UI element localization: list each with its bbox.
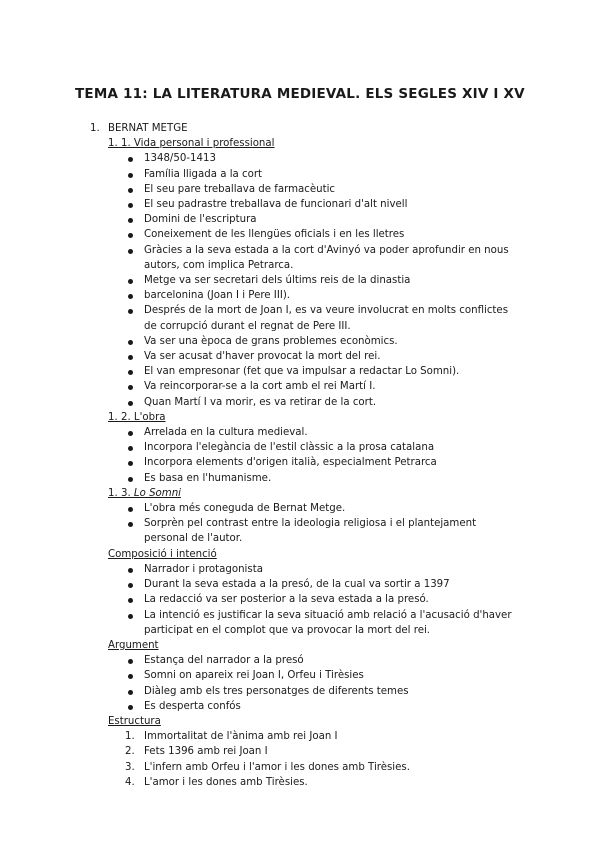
list-item: La redacció va ser posterior a la seva estada a la presó.	[0, 592, 520, 607]
list-item: El seu pare treballava de farmacèutic	[0, 182, 520, 197]
item-number: 2.	[125, 746, 135, 758]
list-item: Durant la seva estada a la presó, de la cual va sortir a 1397	[0, 577, 520, 592]
document-body	[0, 121, 600, 790]
list-item: El seu padrastre treballava de funcionari d'alt nivell	[0, 197, 520, 212]
list-item: La intenció es justificar la seva situació amb relació a l'acusació d'haver participat en el complot que va provocar la mort del rei.	[0, 608, 520, 638]
heading-label: Composició i intenció	[108, 548, 217, 560]
subsection-prefix: 1. 3.	[108, 487, 134, 499]
bullet-icon	[128, 249, 133, 254]
list-item: Metge va ser secretari dels últims reis de la dinastia	[0, 273, 520, 288]
list-item: Va reincorporar-se a la cort amb el rei Martí I.	[0, 379, 520, 394]
list-item: Incorpora elements d'origen italià, especialment Petrarca	[0, 455, 520, 470]
subsection-heading-obra	[0, 410, 600, 425]
heading-label: Argument	[108, 639, 159, 651]
bullet-icon	[128, 705, 133, 710]
list-item: Gràcies a la seva estada a la cort d'Avinyó va poder aprofundir en nous autors, com implica Petrarca.	[0, 243, 520, 273]
section-heading	[0, 121, 600, 136]
list-item: 2. Fets 1396 amb rei Joan I	[0, 744, 520, 759]
bullet-icon	[128, 294, 133, 299]
item-number: 3.	[125, 761, 135, 773]
bullet-icon	[128, 173, 133, 178]
list-item: Va ser una època de grans problemes econòmics.	[0, 334, 520, 349]
list-item: Es basa en l'humanisme.	[0, 471, 520, 486]
list-item: 3. L'infern amb Orfeu i l'amor i les dones amb Tirèsies.	[0, 760, 520, 775]
list-item: L'obra més coneguda de Bernat Metge.	[0, 501, 520, 516]
bullet-icon	[128, 233, 133, 238]
bullet-icon	[128, 659, 133, 664]
bullet-list-obra	[0, 425, 600, 486]
bullet-icon	[128, 188, 133, 193]
bullet-icon	[128, 355, 133, 360]
bullet-icon	[128, 431, 133, 436]
bullet-list-vida	[0, 151, 600, 409]
bullet-list-argument	[0, 653, 600, 714]
bullet-icon	[128, 279, 133, 284]
heading-label: Estructura	[108, 715, 161, 727]
list-item: Arrelada en la cultura medieval.	[0, 425, 520, 440]
list-item: Sorprèn pel contrast entre la ideologia religiosa i el plantejament personal de l'autor.	[0, 516, 520, 546]
subsection-heading-somni	[0, 486, 600, 501]
bullet-icon	[128, 690, 133, 695]
bullet-icon	[128, 583, 133, 588]
list-item: Narrador i protagonista	[0, 562, 520, 577]
list-item: 4. L'amor i les dones amb Tirèsies.	[0, 775, 520, 790]
list-item: 1. Immortalitat de l'ànima amb rei Joan I	[0, 729, 520, 744]
bullet-icon	[128, 614, 133, 619]
item-number: 4.	[125, 776, 135, 788]
section-label: BERNAT METGE	[108, 123, 188, 134]
heading-composicio	[0, 547, 600, 562]
subsection-title: 1. 1. Vida personal i professional	[108, 138, 275, 150]
bullet-icon	[128, 568, 133, 573]
bullet-icon	[128, 385, 133, 390]
bullet-icon	[128, 507, 133, 512]
bullet-list-somni	[0, 501, 600, 547]
list-item: Després de la mort de Joan I, es va veure involucrat en molts conflictes de corrupció durant el regnat de Pere III.	[0, 303, 520, 333]
bullet-icon	[128, 446, 133, 451]
list-item: 1348/50-1413	[0, 151, 520, 166]
bullet-icon	[128, 522, 133, 527]
item-number: 1.	[125, 731, 135, 743]
subsection-heading-vida	[0, 136, 600, 151]
list-item: Incorpora l'elegància de l'estil clàssic a la prosa catalana	[0, 440, 520, 455]
bullet-icon	[128, 370, 133, 375]
list-item: Coneixement de les llengües oficials i en les lletres	[0, 227, 520, 242]
bullet-icon	[128, 203, 133, 208]
list-item: Diàleg amb els tres personatges de diferents temes	[0, 684, 520, 699]
bullet-icon	[128, 674, 133, 679]
numbered-list-estructura	[0, 729, 600, 790]
bullet-icon	[128, 218, 133, 223]
bullet-list-composicio	[0, 562, 600, 638]
list-item: Estança del narrador a la presó	[0, 653, 520, 668]
subsection-title: Lo Somni	[133, 487, 181, 499]
bullet-icon	[128, 477, 133, 482]
bullet-icon	[128, 309, 133, 314]
list-item: El van empresonar (fet que va impulsar a redactar Lo Somni).	[0, 364, 520, 379]
bullet-icon	[128, 598, 133, 603]
bullet-icon	[128, 401, 133, 406]
list-item: Es desperta confós	[0, 699, 520, 714]
subsection-title: 1. 2. L'obra	[108, 411, 166, 423]
heading-estructura	[0, 714, 600, 729]
bullet-icon	[128, 340, 133, 345]
list-item: Família lligada a la cort	[0, 167, 520, 182]
list-item: Va ser acusat d'haver provocat la mort del rei.	[0, 349, 520, 364]
list-item: Domini de l'escriptura	[0, 212, 520, 227]
list-item: barcelonina (Joan I i Pere III).	[0, 288, 520, 303]
section-number: 1.	[90, 123, 100, 134]
bullet-icon	[128, 157, 133, 162]
list-item: Quan Martí I va morir, es va retirar de la cort.	[0, 395, 520, 410]
bullet-icon	[128, 461, 133, 466]
heading-argument	[0, 638, 600, 653]
list-item: Somni on apareix rei Joan I, Orfeu i Tirèsies	[0, 668, 520, 683]
page-title: TEMA 11: LA LITERATURA MEDIEVAL. ELS SEGLES XIV I XV	[75, 86, 525, 102]
